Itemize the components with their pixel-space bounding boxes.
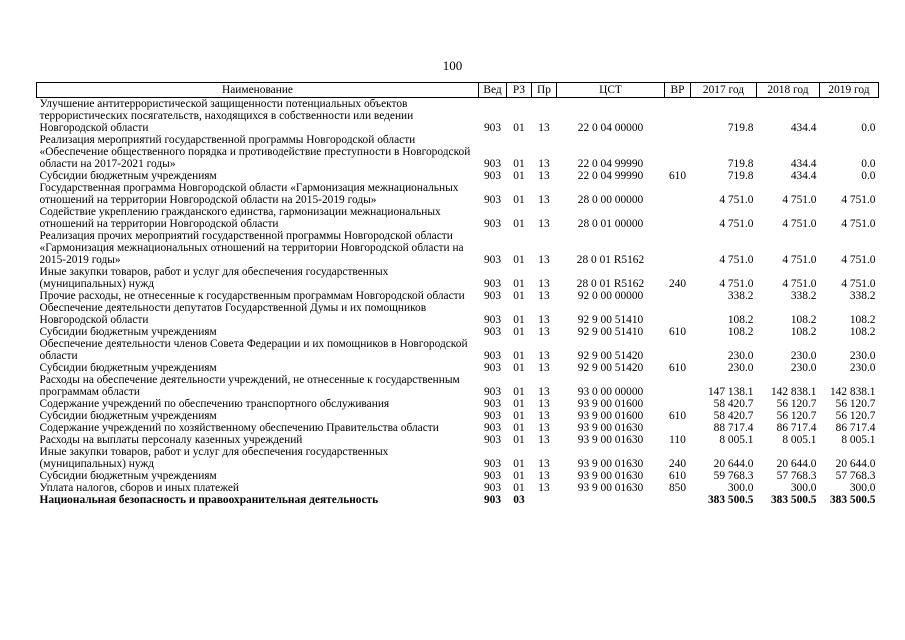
row-name-cell: Содержание учреждений по обеспечению транспортного обслуживания [39, 398, 390, 410]
row-2017-cell: 8 005.1 [719, 434, 754, 446]
row-2017-cell: 383 500.5 [707, 494, 754, 506]
row-pr-cell: 13 [538, 278, 550, 290]
row-name-cell: Национальная безопасность и правоохранительная деятельность [39, 494, 379, 506]
row-name-cell: Субсидии бюджетным учреждениям [39, 410, 217, 422]
row-vr-cell: 610 [668, 470, 687, 482]
header-ved: Вед [479, 83, 507, 98]
row-2017-cell: 108.2 [727, 326, 754, 338]
row-ved-cell: 903 [483, 410, 502, 422]
row-cst-cell: 93 9 00 01600 [577, 398, 644, 410]
row-2019-cell: 20 644.0 [835, 458, 876, 470]
row-2018-cell: 383 500.5 [770, 494, 817, 506]
row-rz-cell: 03 [513, 494, 525, 506]
row-ved-cell: 903 [483, 350, 502, 362]
row-2019-cell: 108.2 [849, 314, 876, 326]
row-cst-cell: 93 9 00 01600 [577, 410, 644, 422]
row-vr-cell: 610 [668, 170, 687, 182]
row-rz-cell: 01 [513, 398, 525, 410]
row-rz-cell: 01 [513, 434, 525, 446]
budget-table [36, 82, 879, 506]
row-cst-cell: 93 9 00 01630 [577, 470, 644, 482]
row-vr-cell [665, 494, 691, 506]
row-name-cell: Субсидии бюджетным учреждениям [39, 326, 217, 338]
row-ved-cell: 903 [483, 170, 502, 182]
row-2018-cell: 56 120.7 [776, 398, 817, 410]
row-2018-cell: 57 768.3 [776, 470, 817, 482]
row-name-cell: Субсидии бюджетным учреждениям [39, 170, 217, 182]
row-2019-cell: 338.2 [849, 290, 876, 302]
table-row [37, 206, 879, 230]
row-vr-cell [665, 206, 691, 230]
row-2018-cell: 142 838.1 [770, 386, 817, 398]
row-name-cell: Содействие укреплению гражданского единства, гармонизации межнациональных отношений на территории Новгородской области [39, 206, 441, 230]
row-2018-cell: 56 120.7 [776, 410, 817, 422]
row-ved-cell: 903 [483, 254, 502, 266]
row-2018-cell: 434.4 [790, 158, 817, 170]
row-name-cell: Содержание учреждений по хозяйственному обеспечению Правительства области [39, 422, 439, 434]
row-rz-cell: 01 [513, 290, 525, 302]
header-cst: ЦСТ [557, 83, 665, 98]
table-row [37, 422, 879, 434]
row-2018-cell: 8 005.1 [782, 434, 817, 446]
row-rz-cell: 01 [513, 326, 525, 338]
row-2017-cell: 108.2 [727, 314, 754, 326]
row-2017-cell: 719.8 [727, 158, 754, 170]
row-2019-cell: 142 838.1 [829, 386, 876, 398]
row-2019-cell: 0.0 [861, 158, 876, 170]
row-name-cell: Субсидии бюджетным учреждениям [39, 470, 217, 482]
row-rz-cell: 01 [513, 362, 525, 374]
row-2017-cell: 719.8 [727, 170, 754, 182]
row-ved-cell: 903 [483, 122, 502, 134]
row-cst-cell: 28 0 01 R5162 [576, 254, 645, 266]
row-2019-cell: 300.0 [849, 482, 876, 494]
row-2019-cell: 4 751.0 [841, 278, 876, 290]
row-name-cell: Реализация мероприятий государственной программы Новгородской области «Обеспечение общественного порядка и противодействие преступности в Новгородской области на 2017-2021 годы» [39, 134, 471, 170]
row-cst-cell [557, 494, 665, 506]
row-rz-cell: 01 [513, 158, 525, 170]
row-pr-cell: 13 [538, 218, 550, 230]
row-2018-cell: 434.4 [790, 170, 817, 182]
row-2017-cell: 59 768.3 [713, 470, 754, 482]
page-number: 100 [442, 58, 463, 73]
row-2017-cell: 338.2 [727, 290, 754, 302]
row-vr-cell [665, 182, 691, 206]
row-vr-cell [665, 134, 691, 170]
header-2019: 2019 год [820, 83, 879, 98]
row-pr-cell: 13 [538, 386, 550, 398]
row-cst-cell: 28 0 00 00000 [577, 194, 644, 206]
row-rz-cell: 01 [513, 350, 525, 362]
row-name-cell: Прочие расходы, не отнесенные к государственным программам Новгородской области [39, 290, 465, 302]
row-2019-cell: 230.0 [849, 350, 876, 362]
row-cst-cell: 92 9 00 51420 [577, 362, 644, 374]
row-2017-cell: 58 420.7 [713, 398, 754, 410]
row-rz-cell: 01 [513, 422, 525, 434]
row-ved-cell: 903 [483, 362, 502, 374]
row-name-cell: Субсидии бюджетным учреждениям [39, 362, 217, 374]
row-vr-cell [665, 398, 691, 410]
row-rz-cell: 01 [513, 170, 525, 182]
row-2017-cell: 230.0 [727, 350, 754, 362]
row-ved-cell: 903 [483, 422, 502, 434]
row-vr-cell: 110 [669, 434, 686, 446]
table-row [37, 446, 879, 470]
row-name-cell: Улучшение антитеррористической защищенности потенциальных объектов террористических посягательств, находящихся в собственности или ведении Новгородской области [39, 98, 414, 134]
row-pr-cell: 13 [538, 122, 550, 134]
row-ved-cell: 903 [483, 398, 502, 410]
row-vr-cell [665, 422, 691, 434]
row-rz-cell: 01 [513, 194, 525, 206]
row-2019-cell: 57 768.3 [835, 470, 876, 482]
row-2017-cell: 4 751.0 [719, 218, 754, 230]
row-2019-cell: 56 120.7 [835, 398, 876, 410]
table-row [37, 290, 879, 302]
row-pr-cell: 13 [538, 254, 550, 266]
row-2017-cell: 4 751.0 [719, 194, 754, 206]
row-2018-cell: 86 717.4 [776, 422, 817, 434]
row-2017-cell: 147 138.1 [707, 386, 754, 398]
row-2018-cell: 338.2 [790, 290, 817, 302]
row-cst-cell: 92 9 00 51410 [577, 326, 644, 338]
row-vr-cell [665, 338, 691, 362]
row-ved-cell: 903 [483, 494, 502, 506]
row-cst-cell: 22 0 04 00000 [577, 122, 644, 134]
row-cst-cell: 92 9 00 51410 [577, 314, 644, 326]
row-2017-cell: 20 644.0 [713, 458, 754, 470]
row-rz-cell: 01 [513, 218, 525, 230]
row-vr-cell: 850 [668, 482, 687, 494]
row-cst-cell: 92 0 00 00000 [577, 290, 644, 302]
row-ved-cell: 903 [483, 290, 502, 302]
row-pr-cell: 13 [538, 158, 550, 170]
row-pr-cell: 13 [538, 170, 550, 182]
row-ved-cell: 903 [483, 158, 502, 170]
row-vr-cell: 610 [668, 410, 687, 422]
row-cst-cell: 92 9 00 51420 [577, 350, 644, 362]
row-rz-cell: 01 [513, 386, 525, 398]
row-rz-cell: 01 [513, 278, 525, 290]
row-2019-cell: 230.0 [849, 362, 876, 374]
row-pr-cell: 13 [538, 314, 550, 326]
header-2018: 2018 год [757, 83, 820, 98]
table-row [37, 230, 879, 266]
row-pr-cell: 13 [538, 410, 550, 422]
row-2018-cell: 20 644.0 [776, 458, 817, 470]
row-ved-cell: 903 [483, 278, 502, 290]
row-pr-cell: 13 [538, 422, 550, 434]
table-row [37, 362, 879, 374]
row-2018-cell: 4 751.0 [782, 218, 817, 230]
table-header-row [37, 83, 879, 98]
header-vr: ВР [665, 83, 691, 98]
row-vr-cell: 240 [668, 458, 687, 470]
row-rz-cell: 01 [513, 410, 525, 422]
row-2018-cell: 230.0 [790, 362, 817, 374]
table-row [37, 98, 879, 135]
row-2018-cell: 4 751.0 [782, 278, 817, 290]
row-cst-cell: 93 9 00 01630 [577, 482, 644, 494]
row-rz-cell: 01 [513, 458, 525, 470]
row-2019-cell: 4 751.0 [841, 218, 876, 230]
row-name-cell: Расходы на обеспечение деятельности учреждений, не отнесенные к государственным программам области [39, 374, 460, 398]
row-pr-cell: 13 [538, 470, 550, 482]
table-body [37, 98, 879, 507]
row-vr-cell: 240 [668, 278, 687, 290]
row-2019-cell: 108.2 [849, 326, 876, 338]
row-pr-cell: 13 [538, 326, 550, 338]
row-ved-cell: 903 [483, 194, 502, 206]
row-2017-cell: 88 717.4 [713, 422, 754, 434]
table-row [37, 374, 879, 398]
table-row [37, 470, 879, 482]
table-row [37, 338, 879, 362]
row-pr-cell: 13 [538, 350, 550, 362]
row-2018-cell: 108.2 [790, 314, 817, 326]
row-cst-cell: 93 9 00 01630 [577, 458, 644, 470]
row-pr-cell: 13 [538, 434, 550, 446]
row-2019-cell: 0.0 [861, 170, 876, 182]
row-rz-cell: 01 [513, 314, 525, 326]
row-2019-cell: 86 717.4 [835, 422, 876, 434]
row-rz-cell: 01 [513, 470, 525, 482]
row-pr-cell: 13 [538, 290, 550, 302]
row-2017-cell: 300.0 [727, 482, 754, 494]
row-ved-cell: 903 [483, 218, 502, 230]
row-vr-cell [665, 98, 691, 135]
row-pr-cell: 13 [538, 398, 550, 410]
row-2019-cell: 8 005.1 [841, 434, 876, 446]
row-ved-cell: 903 [483, 434, 502, 446]
row-pr-cell [532, 494, 557, 506]
row-2018-cell: 4 751.0 [782, 254, 817, 266]
row-pr-cell: 13 [538, 482, 550, 494]
row-2018-cell: 4 751.0 [782, 194, 817, 206]
row-ved-cell: 903 [483, 314, 502, 326]
row-2017-cell: 4 751.0 [719, 254, 754, 266]
row-cst-cell: 93 0 00 00000 [577, 386, 644, 398]
row-ved-cell: 903 [483, 482, 502, 494]
row-vr-cell [665, 374, 691, 398]
row-ved-cell: 903 [483, 386, 502, 398]
row-name-cell: Реализация прочих мероприятий государственной программы Новгородской области «Гармонизация межнациональных отношений на территории Новгородской области на 2015-2019 годы» [39, 230, 464, 266]
row-rz-cell: 01 [513, 254, 525, 266]
row-2019-cell: 4 751.0 [841, 254, 876, 266]
table-row [37, 410, 879, 422]
row-cst-cell: 28 0 01 R5162 [576, 278, 645, 290]
row-name-cell: Уплата налогов, сборов и иных платежей [39, 482, 239, 494]
row-vr-cell [665, 290, 691, 302]
table-row [37, 326, 879, 338]
row-pr-cell: 13 [538, 362, 550, 374]
row-name-cell: Государственная программа Новгородской области «Гармонизация межнациональных отношений на территории Новгородской области на 2015-2019 годы» [39, 182, 459, 206]
row-name-cell: Иные закупки товаров, работ и услуг для обеспечения государственных (муниципальных) нужд [39, 446, 389, 470]
row-cst-cell: 93 9 00 01630 [577, 422, 644, 434]
row-2019-cell: 0.0 [861, 122, 876, 134]
header-name: Наименование [37, 83, 479, 98]
table-row [37, 482, 879, 494]
table-row [37, 182, 879, 206]
row-cst-cell: 28 0 01 00000 [577, 218, 644, 230]
table-row [37, 134, 879, 170]
header-rz: РЗ [507, 83, 532, 98]
row-name-cell: Обеспечение деятельности членов Совета Федерации и их помощников в Новгородской области [39, 338, 468, 362]
row-2017-cell: 58 420.7 [713, 410, 754, 422]
row-2018-cell: 300.0 [790, 482, 817, 494]
table-row [37, 434, 879, 446]
row-2019-cell: 56 120.7 [835, 410, 876, 422]
row-2019-cell: 4 751.0 [841, 194, 876, 206]
row-pr-cell: 13 [538, 194, 550, 206]
row-rz-cell: 01 [513, 122, 525, 134]
row-2018-cell: 434.4 [790, 122, 817, 134]
row-2018-cell: 230.0 [790, 350, 817, 362]
row-2017-cell: 4 751.0 [719, 278, 754, 290]
row-vr-cell [665, 230, 691, 266]
row-2017-cell: 719.8 [727, 122, 754, 134]
table-row [37, 302, 879, 326]
row-name-cell: Расходы на выплаты персоналу казенных учреждений [39, 434, 303, 446]
row-name-cell: Обеспечение деятельности депутатов Государственной Думы и их помощников Новгородской области [39, 302, 427, 326]
table-row [37, 266, 879, 290]
header-2017: 2017 год [691, 83, 757, 98]
row-name-cell: Иные закупки товаров, работ и услуг для обеспечения государственных (муниципальных) нужд [39, 266, 389, 290]
row-2019-cell: 383 500.5 [829, 494, 876, 506]
row-2017-cell: 230.0 [727, 362, 754, 374]
section-total-row [37, 494, 879, 506]
row-ved-cell: 903 [483, 326, 502, 338]
row-ved-cell: 903 [483, 470, 502, 482]
row-ved-cell: 903 [483, 458, 502, 470]
row-rz-cell: 01 [513, 482, 525, 494]
table-row [37, 398, 879, 410]
row-vr-cell: 610 [668, 362, 687, 374]
row-vr-cell: 610 [668, 326, 687, 338]
header-pr: Пр [532, 83, 557, 98]
row-pr-cell: 13 [538, 458, 550, 470]
row-cst-cell: 22 0 04 99990 [577, 170, 644, 182]
row-cst-cell: 22 0 04 99990 [577, 158, 644, 170]
table-row [37, 170, 879, 182]
row-2018-cell: 108.2 [790, 326, 817, 338]
row-cst-cell: 93 9 00 01630 [577, 434, 644, 446]
row-vr-cell [665, 302, 691, 326]
